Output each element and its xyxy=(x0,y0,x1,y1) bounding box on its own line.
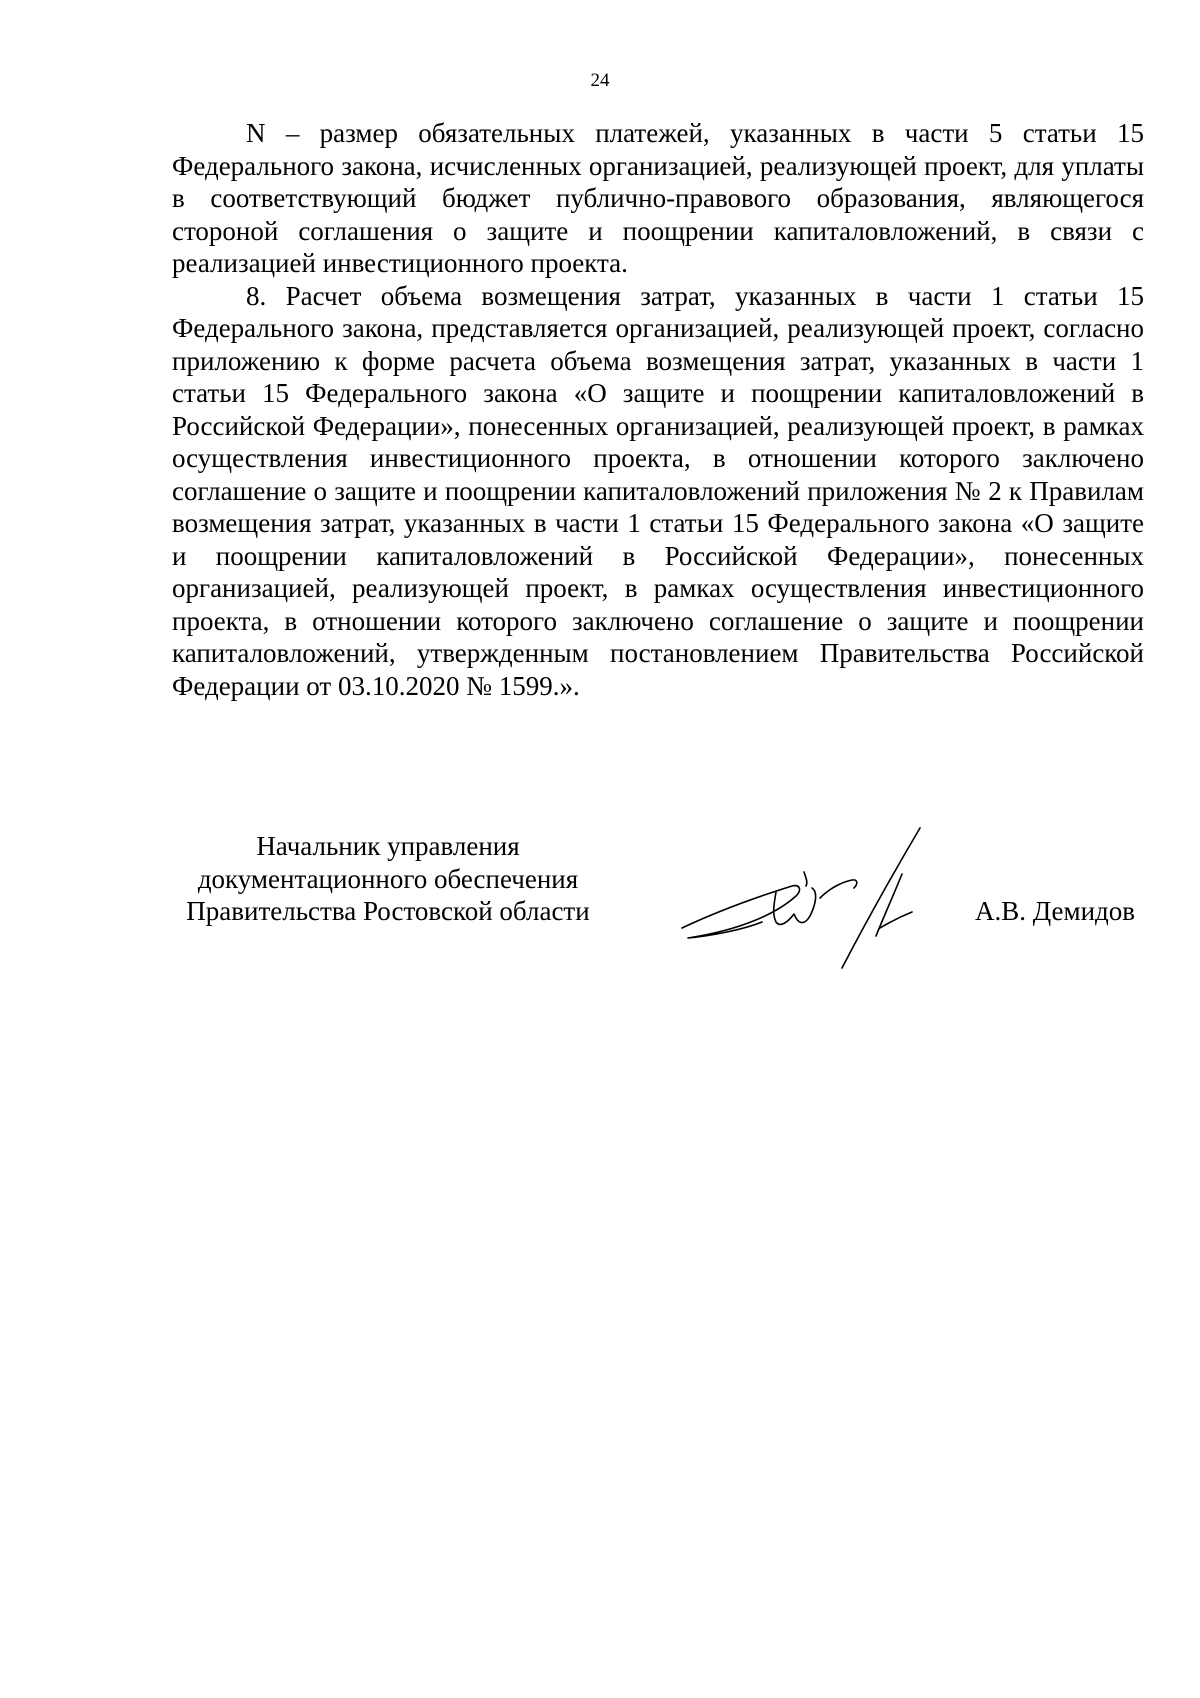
paragraph-item-8: 8. Расчет объема возмещения затрат, указанных в части 1 статьи 15 Федерального закона, представляется организацией, реализующей проект, согласно приложению к форме расчета объема возмещения затрат, указанных в части 1 статьи 15 Федерального закона «О защите и поощрении капиталовложений в Российской Федерации», понесенных организацией, реализующей проект, в рамках осуществления инвестиционного проекта, в отношении которого заключено соглашение о защите и поощрении капиталовложений приложения № 2 к Правилам возмещения затрат, указанных в части 1 статьи 15 Федерального закона «О защите и поощрении капиталовложений в Российской Федерации», понесенных организацией, реализующей проект, в рамках осуществления инвестиционного проекта, в отношении которого заключено соглашение о защите и поощрении капиталовложений, утвержденным постановлением Правительства Российской Федерации от 03.10.2020 № 1599.». xyxy=(172,280,1144,701)
document-body xyxy=(172,117,1144,702)
signatory-position-line: Начальник управления xyxy=(256,831,520,861)
signature-block xyxy=(0,830,1200,990)
handwritten-signature xyxy=(680,818,960,993)
signatory-position-line: документационного обеспечения xyxy=(197,863,579,894)
page-number: 24 xyxy=(590,70,610,91)
signatory-position-line: Правительства Ростовской области xyxy=(186,896,590,926)
signatory-name: А.В. Демидов xyxy=(975,896,1136,926)
signatory-position xyxy=(172,830,604,928)
paragraph-n-definition: N – размер обязательных платежей, указанных в части 5 статьи 15 Федерального закона, исчисленных организацией, реализующей проект, для уплаты в соответствующий бюджет публично-правового образования, являющегося стороной соглашения о защите и поощрении капиталовложений, в связи с реализацией инвестиционного проекта. xyxy=(172,118,1144,278)
